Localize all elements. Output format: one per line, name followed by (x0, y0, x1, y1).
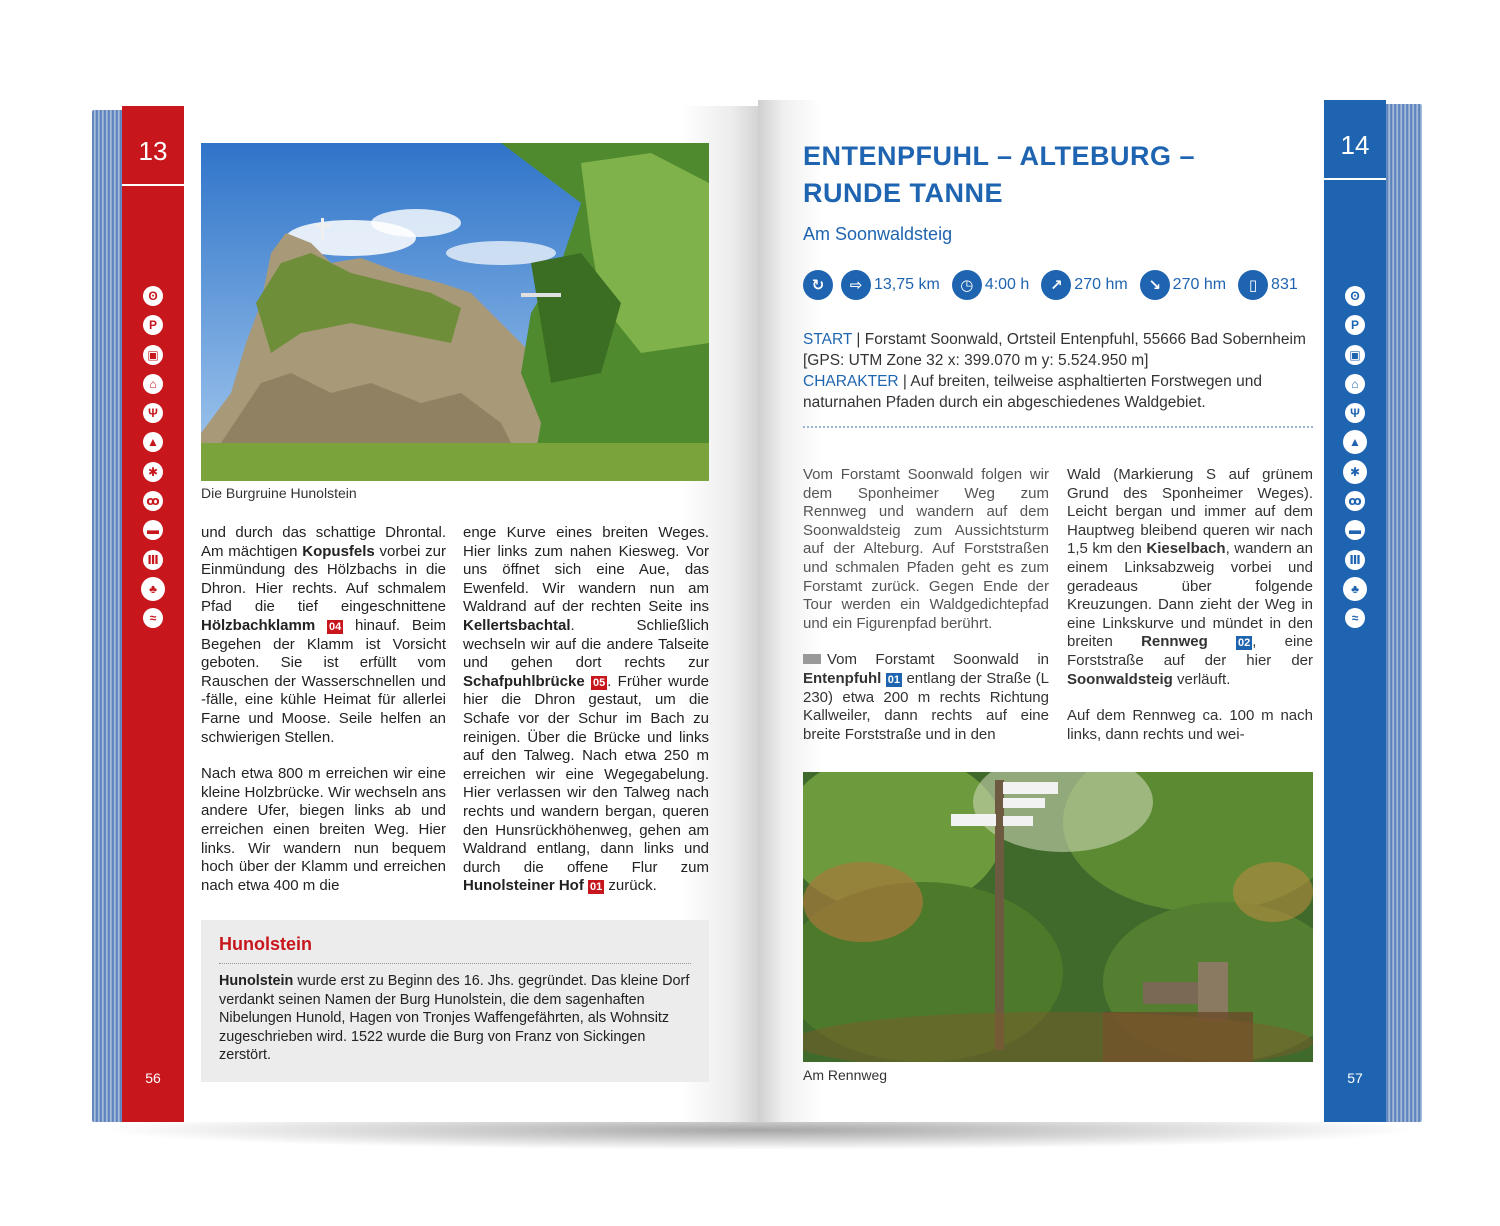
paragraph: Wald (Markierung S auf grünem Grund des Sponheimer Weges). Leicht bergan und immer auf dem Hauptweg bleibend queren wir nach 1,5 km den Kieselbach, wandern an einem Linksabzweig vorbei und geradeaus über folgende Kreuzungen. Dann zieht der Weg in eine Linkskurve und mündet in den breiten Rennweg 02 , eine Forststraße auf der hier der Soonwaldsteig verläuft. (1067, 466, 1313, 688)
mountain-icon: ▲ (1345, 432, 1365, 452)
text-column-2 (463, 524, 709, 914)
waypoint-marker: 04 (328, 620, 342, 633)
museum-icon: Ⅲ (143, 550, 163, 570)
info-box-hunolstein (201, 920, 709, 1082)
mountain-icon: ▲ (143, 432, 163, 452)
photo-caption: Die Burgruine Hunolstein (201, 485, 357, 501)
page-edges-right (1380, 104, 1422, 1122)
stat-distance: ⇨ 13,75 km (841, 270, 944, 300)
waypoint-marker: 05 (592, 676, 606, 689)
info-box-title: Hunolstein (219, 934, 691, 964)
swim-icon: ≈ (1345, 608, 1365, 628)
waypoint-marker: 01 (887, 673, 901, 686)
stat-descent: ↘ 270 hm (1140, 270, 1230, 300)
bed-icon: ▬ (1345, 520, 1365, 540)
tree-icon: ♣ (1345, 579, 1365, 599)
stat-loop (803, 270, 833, 300)
snowflake-icon: ✱ (143, 462, 163, 482)
paragraph: und durch das schattige Dhrontal. Am mächtigen Kopusfels vorbei zur Einmündung des Hölzbachs in die Dhron. Hier rechts. Auf schmalem Pfad die tief eingeschnittene Hölzbachklamm 04 hinauf. Beim Begehen der Klamm ist Vorsicht geboten. Sie ist erfüllt vom Rauschen der Wasserschnellen und -fälle, eine kühle Heimat für allerlei Farne und Moose. Seile helfen an schwierigen Stellen. (201, 524, 446, 746)
divider (803, 426, 1313, 428)
bear-icon: ʘ (143, 286, 163, 306)
left-page (122, 106, 758, 1122)
paragraph-intro: Vom Forstamt Soonwald folgen wir dem Sponheimer Weg zum Rennweg und wandern auf dem Soonwaldsteig zum Aussichtsturm auf der Alteburg. Auf Forststraßen und schmalen Pfaden geht es zum Forstamt zurück. Gegen Ende der Tour werden ein Waldgedichtepfad und ein Figurenpfad berührt. (803, 466, 1049, 632)
text-column-1 (201, 524, 446, 913)
clock-icon: ◷ (952, 270, 982, 300)
text-column-1 (803, 466, 1049, 762)
bus-icon: ▣ (143, 345, 163, 365)
right-page (758, 100, 1386, 1122)
paragraph-route: Vom Forstamt Soonwald in Entenpfuhl 01 entlang der Straße (L 230) etwa 200 m rechts Richtung Kallweiler, dann rechts auf eine breite Forststraße und in den (803, 651, 1049, 743)
stat-duration: ◷ 4:00 h (952, 270, 1033, 300)
snowflake-icon: ✱ (1345, 462, 1365, 482)
shop-icon: ⌂ (143, 374, 163, 394)
photo-rennweg (803, 772, 1313, 1062)
descent-icon: ↘ (1140, 270, 1170, 300)
photo-caption: Am Rennweg (803, 1067, 888, 1083)
tour-subtitle: Am Soonwaldsteig (803, 224, 953, 244)
charakter-info: CHARAKTER | Auf breiten, teilweise asphaltierten Forstwegen und naturnahen Pfaden durch ein abgeschiedenes Waldgebiet. (803, 373, 1262, 411)
bike-icon: ꝏ (1345, 491, 1365, 511)
tour-stats (803, 270, 1302, 300)
waypoint-marker: 02 (1238, 637, 1251, 650)
swim-icon: ≈ (143, 608, 163, 628)
page-number: 56 (145, 1070, 161, 1086)
info-box-text: Hunolstein wurde erst zu Beginn des 16. Jhs. gegründet. Das kleine Dorf verdankt seinen Namen der Burg Hunolstein, die dem sagenhaften Nibelungen Hunold, Hagen von Tronjes Waffengefährten, als Wohnsitz zugeschrieben wird. 1522 wurde die Burg von Franz von Sickingen zerstört. (219, 973, 690, 1064)
restaurant-icon: Ψ (1345, 403, 1365, 423)
parking-icon: P (143, 315, 163, 335)
ascent-icon: ↗ (1041, 270, 1071, 300)
bus-icon: ▣ (1345, 345, 1365, 365)
stat-max-altitude: ▯ 831 (1238, 270, 1302, 300)
restaurant-icon: Ψ (143, 403, 163, 423)
chapter-band-left (122, 106, 184, 1122)
page-number: 57 (1347, 1070, 1363, 1086)
stat-ascent: ↗ 270 hm (1041, 270, 1131, 300)
paragraph: Nach etwa 800 m erreichen wir eine kleine Holzbrücke. Wir wechseln ans andere Ufer, biegen links ab und erreichen einen breiten Weg. Hier links. Wir wandern nun bequem hoch über der Klamm und erreichen nach etwa 400 m die (201, 765, 446, 894)
chapter-number: 13 (138, 136, 168, 166)
bear-icon: ʘ (1345, 286, 1365, 306)
tour-meta (803, 329, 1313, 413)
shop-icon: ⌂ (1345, 374, 1365, 394)
feature-icons (1324, 286, 1386, 638)
bed-icon: ▬ (143, 520, 163, 540)
tour-title: ENTENPFUHL – ALTEBURG – RUNDE TANNE (803, 141, 1196, 208)
waypoint-marker: 01 (590, 881, 603, 894)
paragraph: enge Kurve eines breiten Weges. Hier links zum nahen Kiesweg. Vor uns öffnet sich eine Aue, das Ewenfeld. Wir wandern nun am Waldrand auf der rechten Seite ins Kellertsbachtal. Schließlich wechseln wir auf die andere Talseite und gehen dort rechts zur Schafpuhlbrücke 05 . Früher wurde hier die Dhron gestaut, um die Schafe vor der Schur im Bach zu reinigen. Über die Brücke und links auf den Talweg. Nach etwa 250 m erreichen wir eine Wegegabelung. Hier verlassen wir den Talweg nach rechts und wandern bergan, queren den Hunsrückhöhenweg, gehen am Waldrand entlang, dann links und durch die offene Flur zum Hunolsteiner Hof 01 zurück. (463, 524, 709, 895)
text-column-2 (1067, 466, 1313, 762)
altitude-icon: ▯ (1238, 270, 1268, 300)
paragraph: Auf dem Rennweg ca. 100 m nach links, dann rechts und wei- (1067, 707, 1313, 743)
bike-icon: ꝏ (143, 491, 163, 511)
loop-icon: ↻ (803, 270, 833, 300)
chapter-band-right (1324, 100, 1386, 1122)
chapter-number: 14 (1340, 130, 1370, 160)
route-arrow-icon (803, 654, 821, 664)
feature-icons (122, 286, 184, 638)
start-info: START | Forstamt Soonwald, Ortsteil Entenpfuhl, 55666 Bad Sobernheim [GPS: UTM Zone 32 x: 399.070 m y: 5.524.950 m] (803, 331, 1306, 369)
museum-icon: Ⅲ (1345, 550, 1365, 570)
signpost-icon: ⇨ (841, 270, 871, 300)
photo-burgruine (201, 143, 709, 481)
tree-icon: ♣ (143, 579, 163, 599)
parking-icon: P (1345, 315, 1365, 335)
